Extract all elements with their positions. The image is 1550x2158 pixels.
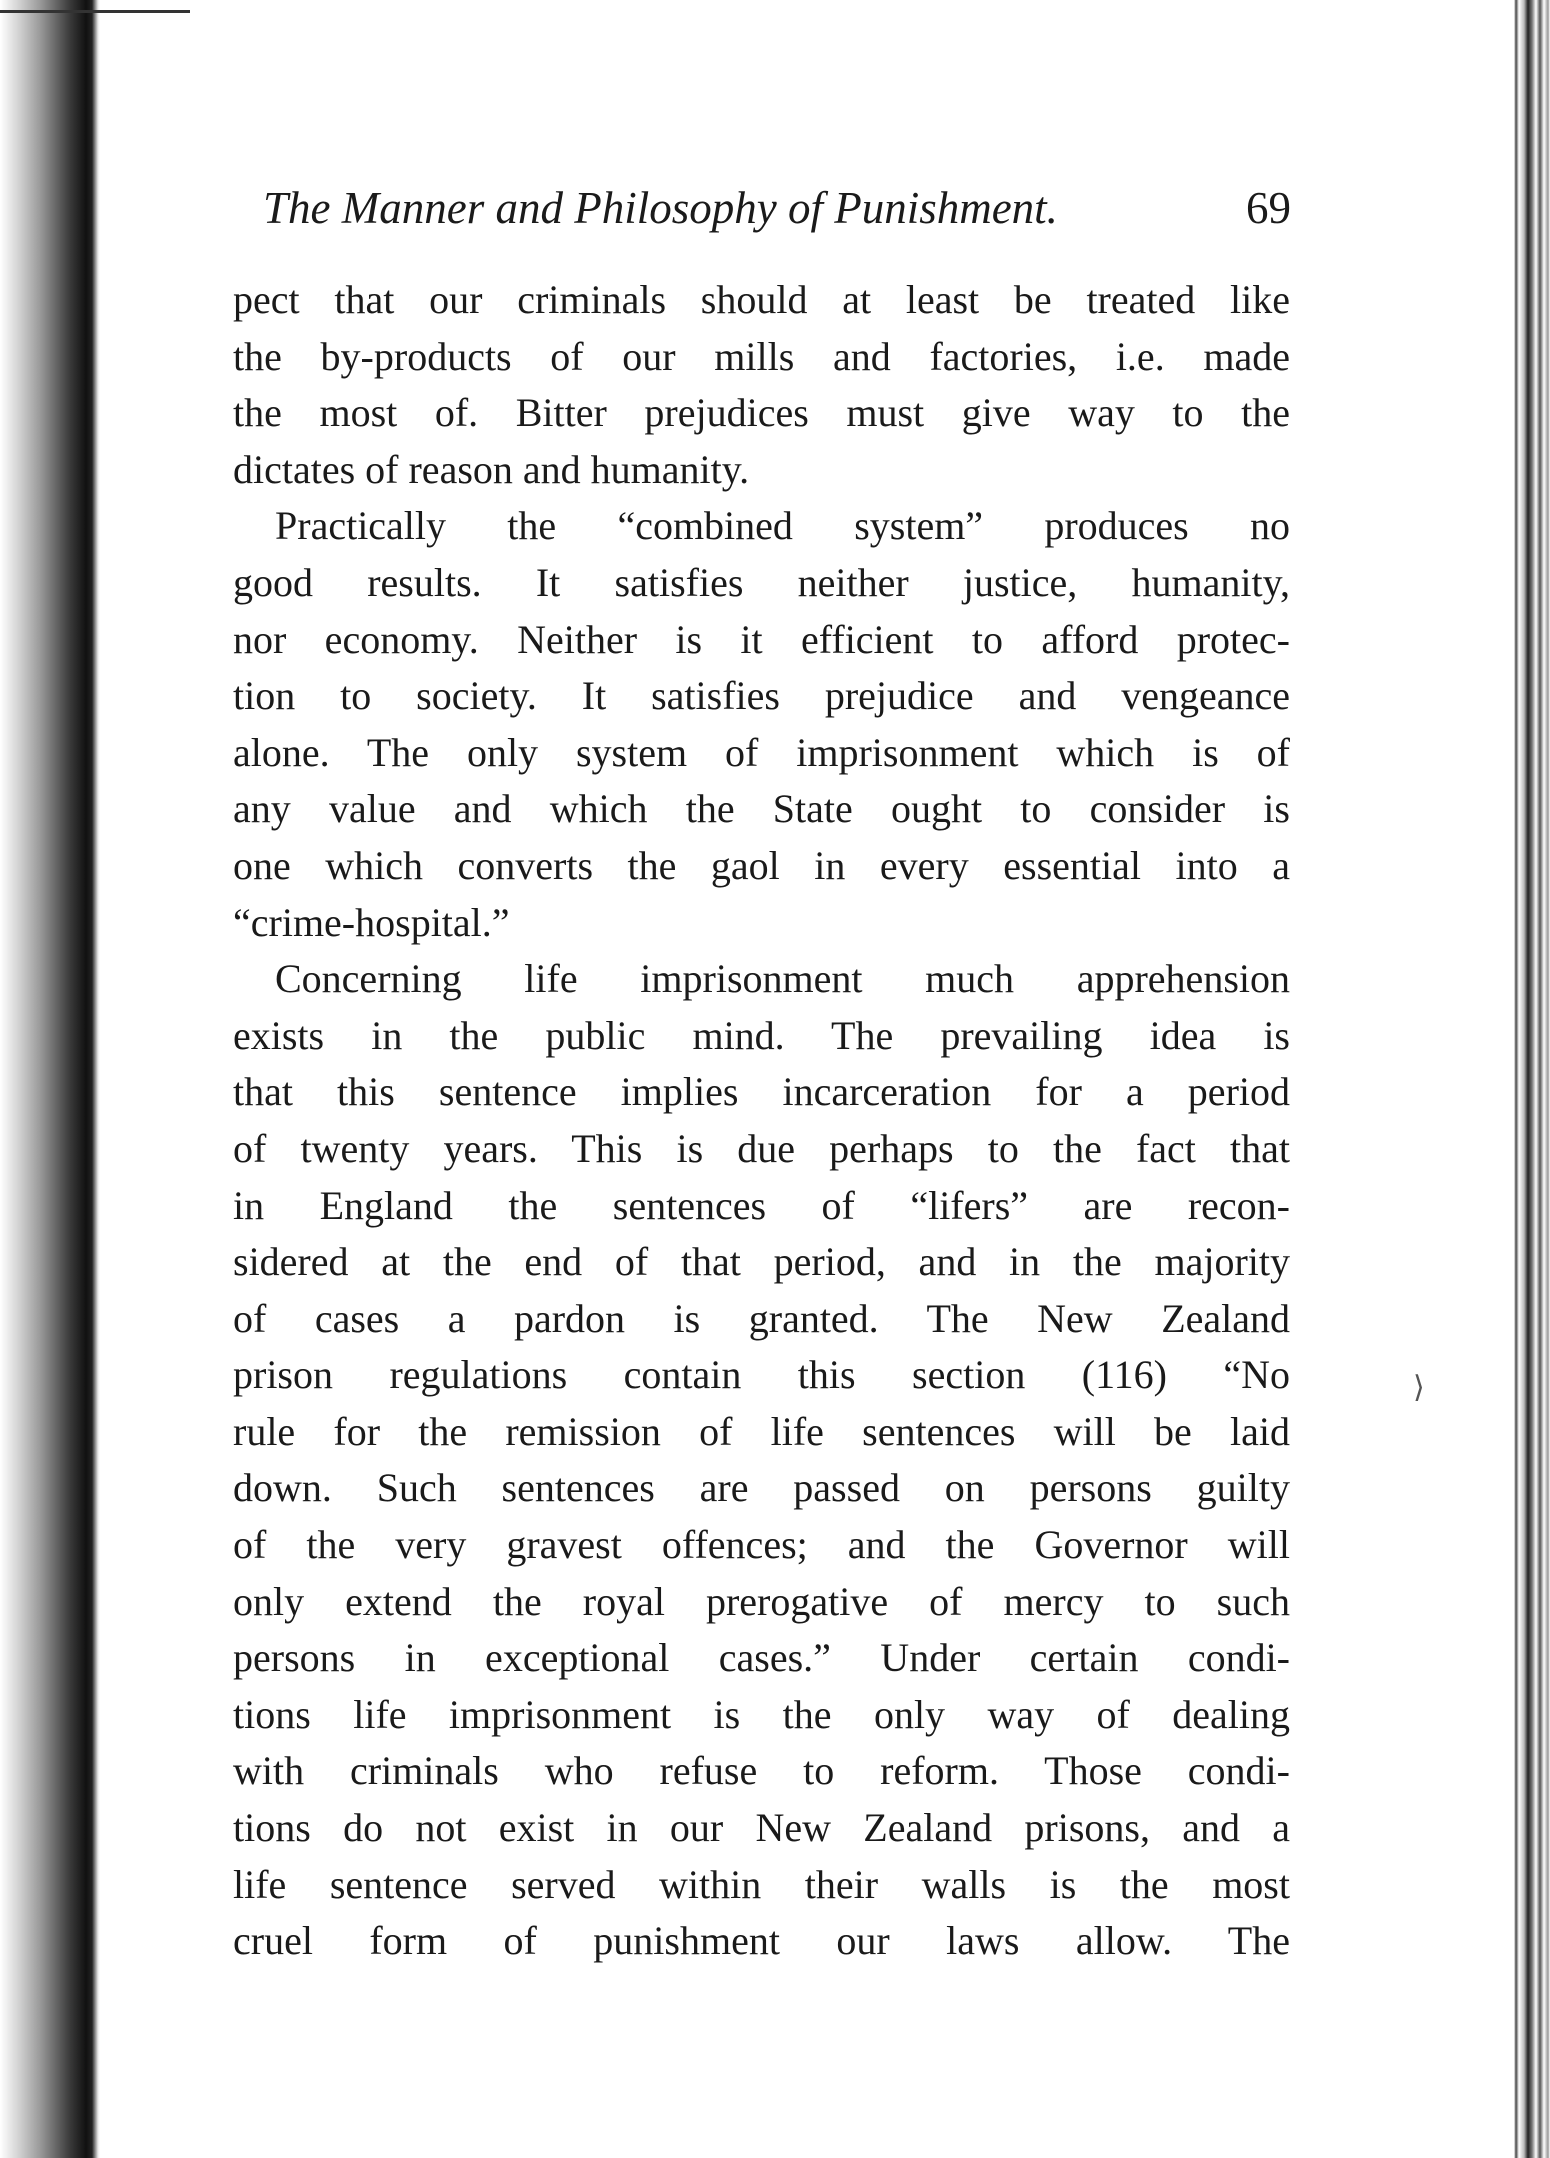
text-line: tions life imprisonment is the only way of dealing	[233, 1691, 1290, 1737]
text-line: “crime-hospital.”	[233, 899, 510, 945]
text-line: the most of. Bitter prejudices must give way to the	[233, 390, 1290, 436]
text-line: down. Such sentences are passed on persons guilty	[233, 1465, 1290, 1511]
text-line: cruel form of punishment our laws allow. The	[233, 1918, 1290, 1964]
text-line: the by-products of our mills and factories, i.e. made	[233, 333, 1290, 379]
text-line: life sentence served within their walls is the most	[233, 1861, 1290, 1907]
text-line: one which converts the gaol in every essential into a	[233, 842, 1290, 888]
text-line: tion to society. It satisfies prejudice and vengeance	[233, 673, 1290, 719]
text-line: only extend the royal prerogative of mercy to such	[233, 1578, 1290, 1624]
running-title: The Manner and Philosophy of Punishment.	[263, 183, 1058, 233]
book-binding-shadow	[0, 0, 100, 2158]
text-line: Concerning life imprisonment much apprehension	[275, 956, 1290, 1002]
body-text	[233, 272, 1290, 1970]
text-line: with criminals who refuse to reform. Those condi-	[233, 1748, 1290, 1794]
text-line: of twenty years. This is due perhaps to the fact that	[233, 1125, 1290, 1171]
binding-edge-line	[0, 10, 190, 13]
text-line: of cases a pardon is granted. The New Zealand	[233, 1295, 1290, 1341]
text-line: Practically the “combined system” produces no	[275, 503, 1290, 549]
text-line: any value and which the State ought to consider is	[233, 786, 1290, 832]
text-line: exists in the public mind. The prevailing idea is	[233, 1012, 1290, 1058]
text-line: pect that our criminals should at least be treated like	[233, 277, 1290, 322]
text-line: rule for the remission of life sentences will be laid	[233, 1408, 1290, 1454]
margin-mark: ⟩	[1413, 1371, 1425, 1404]
text-line: prison regulations contain this section (116) “No	[233, 1352, 1290, 1398]
text-line: in England the sentences of “lifers” are recon-	[233, 1182, 1290, 1228]
running-header	[263, 178, 1291, 238]
text-line: that this sentence implies incarceration for a period	[233, 1069, 1290, 1115]
text-line: nor economy. Neither is it efficient to afford protec-	[233, 616, 1290, 662]
text-line: good results. It satisfies neither justice, humanity,	[233, 559, 1290, 605]
text-line: of the very gravest offences; and the Governor will	[233, 1522, 1290, 1568]
text-line: persons in exceptional cases.” Under certain condi-	[233, 1635, 1290, 1681]
text-line: sidered at the end of that period, and in the majority	[233, 1239, 1290, 1285]
text-line: alone. The only system of imprisonment which is of	[233, 729, 1290, 775]
page-number: 69	[1246, 183, 1291, 233]
text-line: dictates of reason and humanity.	[233, 446, 750, 492]
text-line: tions do not exist in our New Zealand prisons, and a	[233, 1805, 1290, 1851]
page-edge-lines	[1506, 0, 1550, 2158]
